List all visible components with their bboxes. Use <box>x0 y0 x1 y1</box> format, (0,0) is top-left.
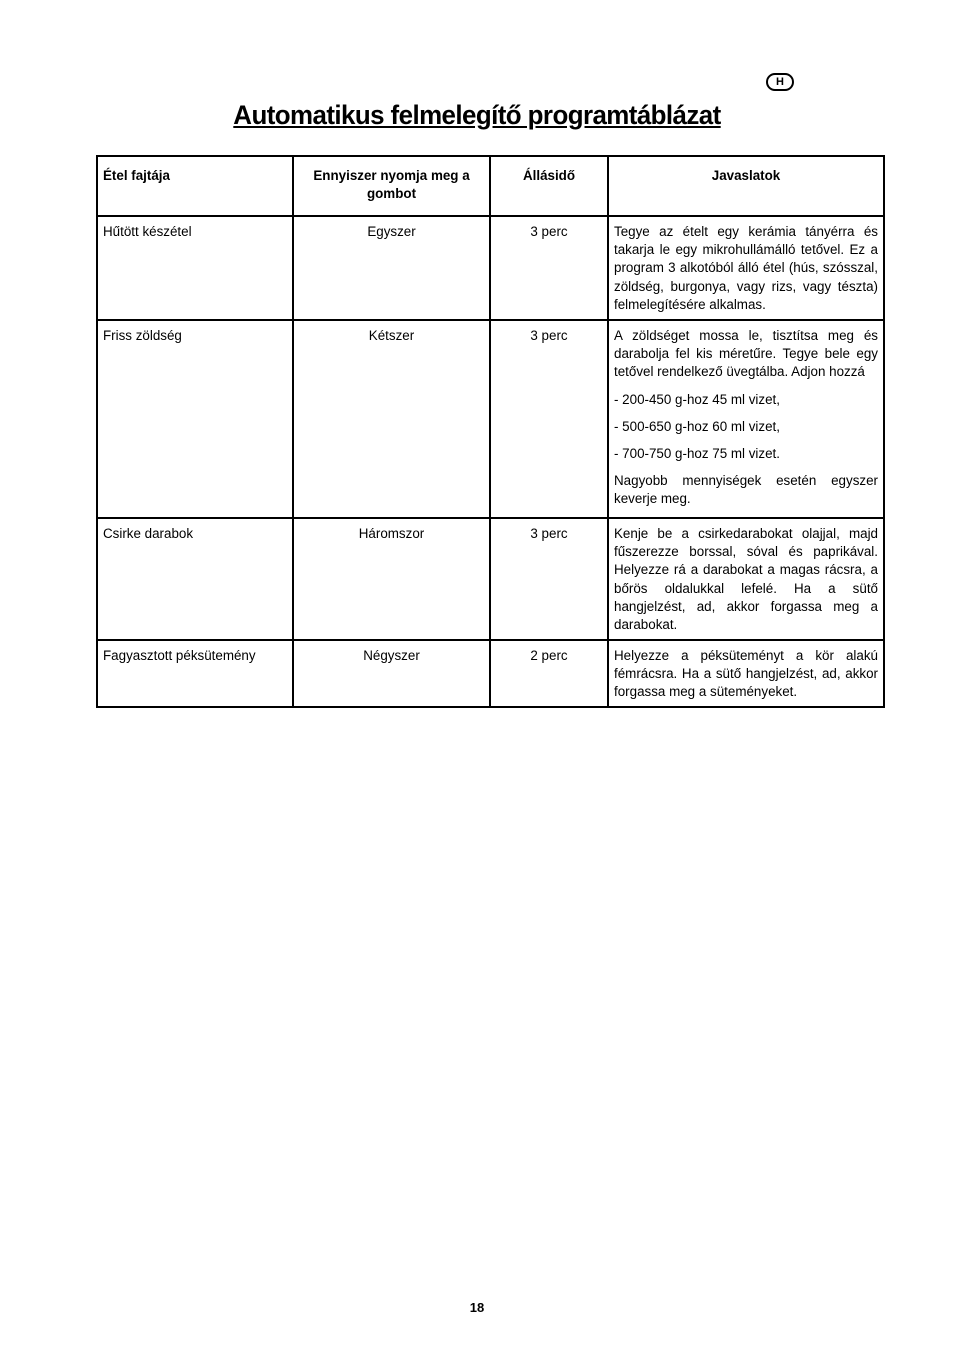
language-badge: H <box>766 73 794 91</box>
suggestions-cell <box>608 518 884 640</box>
suggestions-cell <box>608 320 884 518</box>
food-type-cell: Csirke darabok <box>97 518 293 640</box>
standing-time-cell: 2 perc <box>490 640 608 707</box>
page-number: 18 <box>469 1300 485 1315</box>
suggestions-cell <box>608 640 884 707</box>
table-row <box>97 216 884 320</box>
presses-cell: Háromszor <box>293 518 490 640</box>
table-row <box>97 518 884 640</box>
table-row <box>97 640 884 707</box>
suggestion-text: Tegye az ételt egy kerámia tányérra és takarja le egy mikrohullámálló tetővel. Ez a program 3 alkotóból álló étel (hús, szósszal, zöldség, burgonya, vagy rizs, vagy tészta) felmelegítésére alkalmas. <box>614 224 878 312</box>
suggestions-cell <box>608 216 884 320</box>
suggestion-text: - 200-450 g-hoz 45 ml vizet, <box>614 391 780 407</box>
header-standing-time: Állásidő <box>490 156 608 216</box>
standing-time-cell: 3 perc <box>490 216 608 320</box>
standing-time-cell: 3 perc <box>490 518 608 640</box>
suggestion-text: - 500-650 g-hoz 60 ml vizet, <box>614 418 780 434</box>
header-suggestions: Javaslatok <box>608 156 884 216</box>
suggestion-text: Kenje be a csirkedarabokat olajjal, majd fűszerezze borssal, sóval és paprikával. Helyezze rá a darabokat a magas rácsra, a bőrös oldalukkal lefelé. Ha a sütő hangjelzést, ad, akkor forgassa meg a darabokat. <box>614 526 878 633</box>
table-row <box>97 320 884 518</box>
suggestion-text: A zöldséget mossa le, tisztítsa meg és darabolja fel kis méretűre. Tegye bele egy tetővel rendelkező üvegtálba. Adjon hozzá <box>614 328 878 380</box>
suggestion-text: - 700-750 g-hoz 75 ml vizet. <box>614 446 780 462</box>
food-type-cell: Friss zöldség <box>97 320 293 518</box>
suggestion-text: Helyezze a péksüteményt a kör alakú fémrácsra. Ha a sütő hangjelzést, ad, akkor forgassa meg a süteményeket. <box>614 648 878 700</box>
program-table <box>96 155 885 708</box>
presses-cell: Kétszer <box>293 320 490 518</box>
header-food-type: Étel fajtája <box>97 156 293 216</box>
suggestion-text: Nagyobb mennyiségek esetén egyszer keverje meg. <box>614 473 878 507</box>
header-presses: Ennyiszer nyomja meg a gombot <box>293 156 490 216</box>
page-title: Automatikus felmelegítő programtáblázat <box>233 100 721 130</box>
presses-cell: Egyszer <box>293 216 490 320</box>
food-type-cell: Fagyasztott péksütemény <box>97 640 293 707</box>
presses-cell: Négyszer <box>293 640 490 707</box>
food-type-cell: Hűtött készétel <box>97 216 293 320</box>
standing-time-cell: 3 perc <box>490 320 608 518</box>
table-header-row <box>97 156 884 216</box>
